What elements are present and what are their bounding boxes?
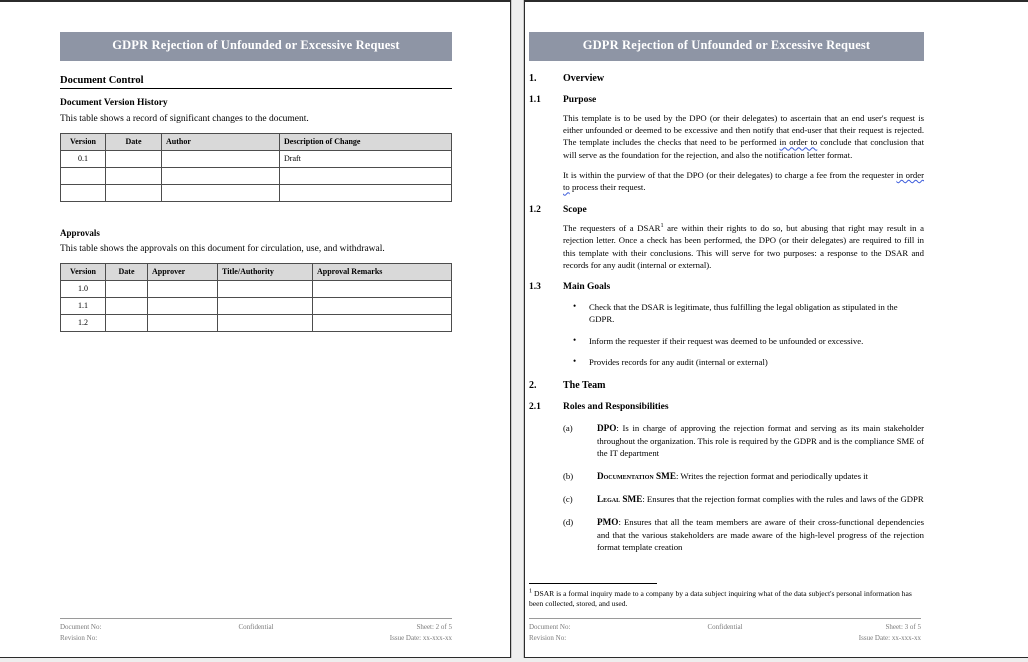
cell-description[interactable] — [280, 184, 452, 201]
section-number: 1.3 — [529, 282, 541, 293]
role-description: : Ensures that the rejection format complies with the rules and laws of the GDPR — [642, 493, 924, 504]
heading-document-control: Document Control — [60, 75, 452, 89]
grammar-flagged-phrase[interactable]: in order to — [779, 137, 818, 148]
section-heading-purpose — [529, 95, 924, 105]
purpose-p2-text-a: It is within the purview of that the DPO (or their delegates) to charge a fee from the requester — [563, 170, 897, 181]
cell-title-authority[interactable] — [218, 280, 313, 297]
document-page-left[interactable] — [0, 0, 511, 658]
approvals-table — [60, 263, 452, 332]
role-name: DPO — [597, 422, 617, 433]
section-heading-the-team — [529, 380, 924, 391]
roles-list — [529, 422, 924, 554]
page-gutter — [511, 0, 524, 658]
footnote-separator-rule — [529, 583, 657, 584]
footer-row-top — [60, 622, 452, 633]
role-description: : Is in charge of approving the rejection format and serving as its main stakeholder throughout the organization. This role is required by the GDPR and is the compliance SME of the IT department — [597, 422, 924, 459]
cell-date[interactable] — [106, 167, 162, 184]
role-item-label: (c) — [563, 493, 573, 504]
section-number: 1. — [529, 72, 537, 84]
footnote-marker: 1 — [529, 587, 533, 595]
footnote-area — [529, 583, 924, 609]
cell-date[interactable] — [106, 314, 148, 331]
cell-description[interactable]: Draft — [280, 150, 452, 167]
role-item-text — [597, 516, 924, 554]
purpose-paragraph-1 — [563, 112, 924, 161]
heading-approvals: Approvals — [60, 227, 100, 238]
document-page-right[interactable] — [524, 0, 1028, 658]
footer-sheet-number: Sheet: 3 of 5 — [885, 623, 922, 631]
footer-confidential: Confidential — [238, 623, 274, 631]
role-item-label: (a) — [563, 422, 573, 433]
cell-date[interactable] — [106, 184, 162, 201]
list-item: • Check that the DSAR is legitimate, thus fulfilling the legal obligation as stipulated in the GDPR. — [589, 301, 924, 325]
section-title: Scope — [563, 204, 587, 215]
cell-version[interactable]: 1.0 — [61, 280, 106, 297]
column-header-description: Description of Change — [280, 133, 452, 150]
role-item-text — [597, 422, 924, 460]
role-item-text — [597, 470, 924, 483]
section-heading-main-goals — [529, 282, 924, 292]
table-header-row — [61, 263, 452, 280]
column-header-approver: Approver — [148, 263, 218, 280]
heading-document-version-history: Document Version History — [60, 97, 168, 108]
page-right-content — [529, 2, 924, 657]
footnote-text — [529, 589, 924, 609]
footer-issue-date: Issue Date: xx-xxx-xx — [858, 633, 922, 642]
page-header-banner-right: GDPR Rejection of Unfounded or Excessive Request — [529, 32, 924, 61]
table-header-row — [61, 133, 452, 150]
table-row[interactable] — [61, 314, 452, 331]
cell-approver[interactable] — [148, 280, 218, 297]
cell-approval-remarks[interactable] — [313, 297, 452, 314]
cell-approval-remarks[interactable] — [313, 280, 452, 297]
column-header-approval-remarks: Approval Remarks — [313, 263, 452, 280]
cell-version[interactable]: 1.2 — [61, 314, 106, 331]
cell-title-authority[interactable] — [218, 314, 313, 331]
role-item-label: (b) — [563, 470, 574, 481]
cell-author[interactable] — [162, 150, 280, 167]
cell-approver[interactable] — [148, 314, 218, 331]
cell-date[interactable] — [106, 280, 148, 297]
column-header-date: Date — [106, 133, 162, 150]
footer-spacer — [660, 633, 791, 644]
cell-date[interactable] — [106, 150, 162, 167]
table-row[interactable] — [61, 280, 452, 297]
column-header-title-authority: Title/Authority — [218, 263, 313, 280]
footer-sheet-number: Sheet: 2 of 5 — [416, 623, 453, 631]
footnote-body: DSAR is a formal inquiry made to a company by a data subject inquiring what of the data subject's personal information has been collected, stored, and used. — [529, 588, 912, 608]
cell-version[interactable] — [61, 184, 106, 201]
section-heading-scope — [529, 205, 924, 215]
section-number: 1.2 — [529, 204, 541, 215]
section-heading-overview — [529, 73, 924, 84]
role-name: Documentation SME — [597, 470, 676, 481]
footer-confidential: Confidential — [707, 623, 743, 631]
purpose-p2-text-b: process their request. — [569, 182, 646, 193]
section-number: 2.1 — [529, 401, 541, 412]
section-heading-roles — [529, 402, 924, 412]
main-goals-list — [529, 301, 924, 368]
table-row[interactable] — [61, 150, 452, 167]
page-footer-right — [529, 618, 921, 643]
scope-text-b: are within their rights to do so, but abusing that right may result in a rejection letter. Once a check has been performed, the DPO (or their delegates) are required to fill in this template with their conclusions. This will serve for two purposes: a response to the DSAR and records for any audit (internal or external). — [563, 222, 924, 270]
cell-description[interactable] — [280, 167, 452, 184]
purpose-paragraph-2 — [563, 169, 924, 194]
cell-approver[interactable] — [148, 297, 218, 314]
footer-spacer — [191, 633, 322, 644]
table-row[interactable] — [61, 167, 452, 184]
scope-text-a: The requesters of a DSAR — [563, 222, 661, 233]
role-name: PMO — [597, 516, 619, 527]
role-description: : Writes the rejection format and periodically updates it — [675, 470, 868, 481]
version-history-intro: This table shows a record of significant changes to the document. — [60, 113, 309, 124]
table-row[interactable] — [61, 184, 452, 201]
cell-version[interactable]: 1.1 — [61, 297, 106, 314]
section-title: The Team — [563, 379, 606, 391]
grammar-flagged-phrase[interactable]: in order to — [563, 170, 925, 193]
purpose-p1-text-a: This template is to be used by the DPO (or their delegates) to ascertain that an end user's request is either unfounded or deemed to be excessive and then notify that end-user that their request is rejected. The template includes the checks that need to be performed — [563, 112, 924, 148]
list-item — [529, 422, 924, 460]
footer-row-top — [529, 622, 921, 633]
role-description: : Ensures that all the team members are aware of their cross-functional dependencies and that the various stakeholders are made aware of the high-level progress of the rejection format template creation — [597, 516, 924, 553]
list-item: • Provides records for any audit (internal or external) — [589, 356, 924, 368]
footer-revision-no: Revision No: — [60, 633, 98, 642]
footer-document-no: Document No: — [529, 623, 571, 631]
table-row[interactable] — [61, 297, 452, 314]
list-item: • Inform the requester if their request was deemed to be unfounded or excessive. — [589, 335, 924, 347]
section-title: Main Goals — [563, 282, 611, 293]
page-footer-left — [60, 618, 452, 643]
cell-version[interactable] — [61, 167, 106, 184]
cell-version[interactable]: 0.1 — [61, 150, 106, 167]
approvals-intro: This table shows the approvals on this document for circulation, use, and withdrawal. — [60, 243, 385, 254]
section-number: 1.1 — [529, 94, 541, 105]
footer-row-bottom — [60, 633, 452, 644]
page-header-banner-left: GDPR Rejection of Unfounded or Excessive Request — [60, 32, 452, 61]
role-item-label: (d) — [563, 516, 574, 527]
section-title: Roles and Responsibilities — [563, 401, 669, 412]
cell-title-authority[interactable] — [218, 297, 313, 314]
role-item-text — [597, 493, 924, 506]
list-item — [529, 493, 924, 506]
footnote-reference-marker[interactable]: 1 — [660, 221, 664, 229]
version-history-table — [60, 133, 452, 202]
section-title: Purpose — [563, 94, 597, 105]
role-name: Legal SME — [597, 493, 643, 504]
column-header-date: Date — [106, 263, 148, 280]
section-number: 2. — [529, 379, 537, 391]
cell-author[interactable] — [162, 167, 280, 184]
page-left-content — [60, 2, 452, 657]
column-header-version: Version — [61, 263, 106, 280]
cell-author[interactable] — [162, 184, 280, 201]
footer-revision-no: Revision No: — [529, 633, 567, 642]
cell-date[interactable] — [106, 297, 148, 314]
footer-document-no: Document No: — [60, 623, 102, 631]
footer-issue-date: Issue Date: xx-xxx-xx — [389, 633, 453, 642]
column-header-version: Version — [61, 133, 106, 150]
purpose-p1-text-b: conclude that conclusion that will serve as the foundation for the rejection, and also the notification letter format. — [563, 137, 924, 160]
footer-row-bottom — [529, 633, 921, 644]
list-item — [529, 516, 924, 554]
scope-paragraph — [563, 222, 924, 271]
column-header-author: Author — [162, 133, 280, 150]
cell-approval-remarks[interactable] — [313, 314, 452, 331]
list-item — [529, 470, 924, 483]
section-title: Overview — [563, 72, 605, 84]
